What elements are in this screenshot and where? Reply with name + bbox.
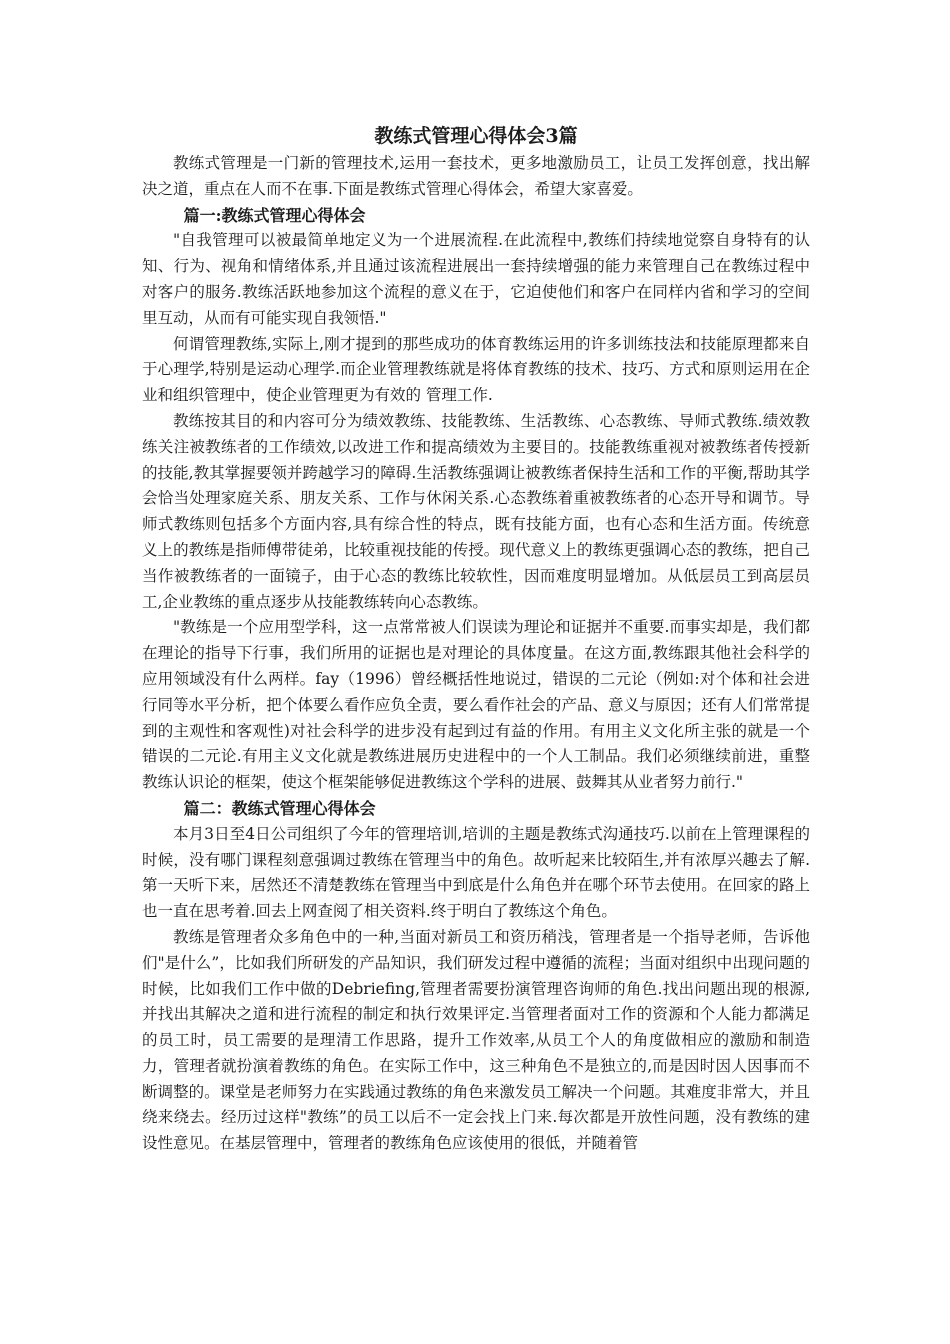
section-heading-2: 篇二：教练式管理心得体会: [183, 798, 376, 818]
section2-paragraph-2: 教练是管理者众多角色中的一种,当面对新员工和资历稍浅，管理者是一个指导老师，告诉他们"是什么”，比如我们所研发的产品知识，我们研发过程中遵循的流程；当面对组织中出现问题的时候，比如我们工作中做的Debriefing,管理者需要扮演管理咨询师的角色.找出问题出现的根源,并找出其解决之道和进行流程的制定和执行效果评定.当管理者面对工作的资源和个人能力都满足的员工时，员工需要的是理清工作思路，提升工作效率,从员工个人的角度做相应的激励和制造力，管理者就扮演着教练的角色。在实际工作中，这三种角色不是独立的,而是因时因人因事而不断调整的。课堂是老师努力在实践通过教练的角色来激发员工解决一个问题。其难度非常大，并且绕来绕去。经历过这样"教练”的员工以后不一定会找上门来.每次都是开放性问题，没有教练的建设性意见。在基层管理中，管理者的教练角色应该使用的很低，并随着管: [142, 927, 810, 1153]
intro-paragraph: 教练式管理是一门新的管理技术,运用一套技术，更多地激励员工，让员工发挥创意，找出解决之道，重点在人而不在事.下面是教练式管理心得体会，希望大家喜爱。: [142, 154, 810, 198]
section1-paragraph-3: 教练按其目的和内容可分为绩效教练、技能教练、生活教练、心态教练、导师式教练.绩效教练关注被教练者的工作绩效,以改进工作和提高绩效为主要目的。技能教练重视对被教练者传授新的技能,教其掌握要领并跨越学习的障碍.生活教练强调让被教练者保持生活和工作的平衡,帮助其学会恰当处理家庭关系、朋友关系、工作与休闲关系.心态教练着重被教练者的心态开导和调节。导师式教练则包括多个方面内容,具有综合性的特点，既有技能方面，也有心态和生活方面。传统意义上的教练是指师傅带徒弟，比较重视技能的传授。现代意义上的教练更强调心态的教练，把自己当作被教练者的一面镜子，由于心态的教练比较软性，因而难度明显增加。从低层员工到高层员工,企业教练的重点逐步从技能教练转向心态教练。: [142, 411, 810, 611]
section-heading-1: 篇一:教练式管理心得体会: [183, 205, 366, 225]
section1-paragraph-1: "自我管理可以被最简单地定义为一个进展流程.在此流程中,教练们持续地觉察自身特有的认知、行为、视角和情绪体系,并且通过该流程进展出一套持续增强的能力来管理自己在教练过程中对客户的服务.教练活跃地参加这个流程的意义在于，它迫使他们和客户在同样内省和学习的空间里互动，从而有可能实现自我领悟.": [142, 231, 810, 327]
section2-paragraph-1: 本月3日至4日公司组织了今年的管理培训,培训的主题是教练式沟通技巧.以前在上管理课程的时候，没有哪门课程刻意强调过教练在管理当中的角色。故听起来比较陌生,并有浓厚兴趣去了解.第一天听下来，居然还不清楚教练在管理当中到底是什么角色并在哪个环节去使用。在回家的路上也一直在思考着.回去上网查阅了相关资料.终于明白了教练这个角色。: [142, 824, 810, 921]
section1-paragraph-2: 何谓管理教练,实际上,刚才提到的那些成功的体育教练运用的许多训练技法和技能原理都来自于心理学,特别是运动心理学.而企业管理教练就是将体育教练的技术、技巧、方式和原则运用在企业和组织管理中，使企业管理更为有效的 管理工作.: [142, 334, 810, 405]
document-page: [142, 121, 810, 1157]
section1-paragraph-4: "教练是一个应用型学科，这一点常常被人们误读为理论和证据并不重要.而事实却是，我们都在理论的指导下行事，我们所用的证据也是对理论的具体度量。在这方面,教练跟其他社会科学的应用领域没有什么两样。fay（1996）曾经概括性地说过，错误的二元论（例如:对个体和社会进行同等水平分析，把个体要么看作应负全责，要么看作社会的产品、意义与原因；还有人们常常提到的主观性和客观性)对社会科学的进步没有起到过有益的作用。有用主义文化所主张的就是一个错误的二元论.有用主义文化就是教练进展历史进程中的一个人工制品。我们必须继续前进，重整教练认识论的框架，使这个框架能够促进教练这个学科的进展、鼓舞其从业者努力前行.": [142, 618, 810, 792]
document-title: 教练式管理心得体会3篇: [374, 125, 578, 147]
